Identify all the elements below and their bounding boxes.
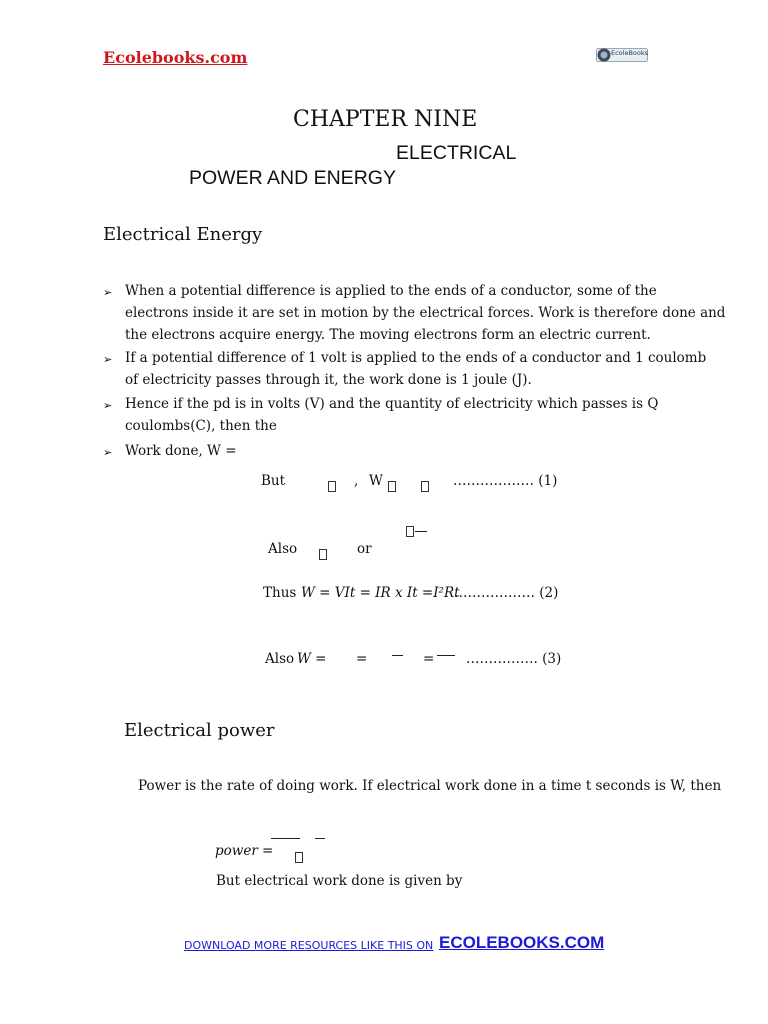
footer-download-link[interactable]: DOWNLOAD MORE RESOURCES LIKE THIS ON [184,939,434,952]
ecolebooks-logo [596,46,648,64]
eq2-number: ……………… (2) [454,585,559,601]
eq1-number: ……………… (1) [453,473,558,489]
eq2-expression: W = VIt = IR x It =I²Rt [301,585,460,601]
eq-or: or [357,541,372,557]
power-paragraph: Power is the rate of doing work. If electrical work done in a time t seconds is W, then [138,778,722,794]
chapter-subtitle-line2: POWER AND ENERGY [189,167,396,189]
missing-glyph-box [421,476,429,495]
bullet-line: Work done, W = [125,443,237,459]
chapter-title: CHAPTER NINE [293,107,478,132]
fraction-bar [437,655,455,656]
bullet-line: of electricity passes through it, the work done is 1 joule (J). [125,372,532,388]
eq3-number: ……………. (3) [466,651,562,667]
bullet-line: coulombs(C), then the [125,418,277,434]
eq1-w: W [369,473,383,489]
bullet-line: electrons inside it are set in motion by the electrical forces. Work is therefore done and [125,305,726,321]
missing-glyph-box [328,476,336,495]
eq1-but: But [261,473,286,489]
missing-glyph-box [406,521,414,540]
bullet-arrow-icon: ➢ [103,353,113,366]
chapter-subtitle-line1: ELECTRICAL [396,142,517,164]
fraction-bar [415,531,427,532]
section-heading-power: Electrical power [124,720,275,741]
eq-also: Also [268,541,298,557]
bullet-line: Hence if the pd is in volts (V) and the quantity of electricity which passes is Q [125,396,659,412]
missing-glyph-box [319,544,327,563]
logo-text: EcoleBooks [611,49,649,57]
fraction-bar [392,655,403,656]
missing-glyph-box [388,476,396,495]
bullet-line: When a potential difference is applied to the ends of a conductor, some of the [125,283,657,299]
eq1-comma: , [354,473,359,489]
bullet-arrow-icon: ➢ [103,446,113,459]
eq3-w: W = [297,651,327,667]
bullet-line: the electrons acquire energy. The moving electrons form an electric current. [125,327,651,343]
power-label: power = [215,843,274,859]
bullet-arrow-icon: ➢ [103,399,113,412]
fraction-bar [271,838,300,839]
power-after-text: But electrical work done is given by [216,873,463,889]
fraction-bar [315,838,325,839]
eq3-equals: = [423,651,435,667]
site-brand[interactable]: Ecolebooks.com [103,48,248,67]
eq3-equals: = [356,651,368,667]
bullet-line: If a potential difference of 1 volt is applied to the ends of a conductor and 1 coulomb [125,350,707,366]
bullet-arrow-icon: ➢ [103,286,113,299]
missing-glyph-box [295,847,303,866]
footer-site-link[interactable]: ECOLEBOOKS.COM [439,933,605,952]
eq2-thus: Thus [263,585,297,601]
eq3-also: Also [265,651,295,667]
section-heading-energy: Electrical Energy [103,224,263,245]
